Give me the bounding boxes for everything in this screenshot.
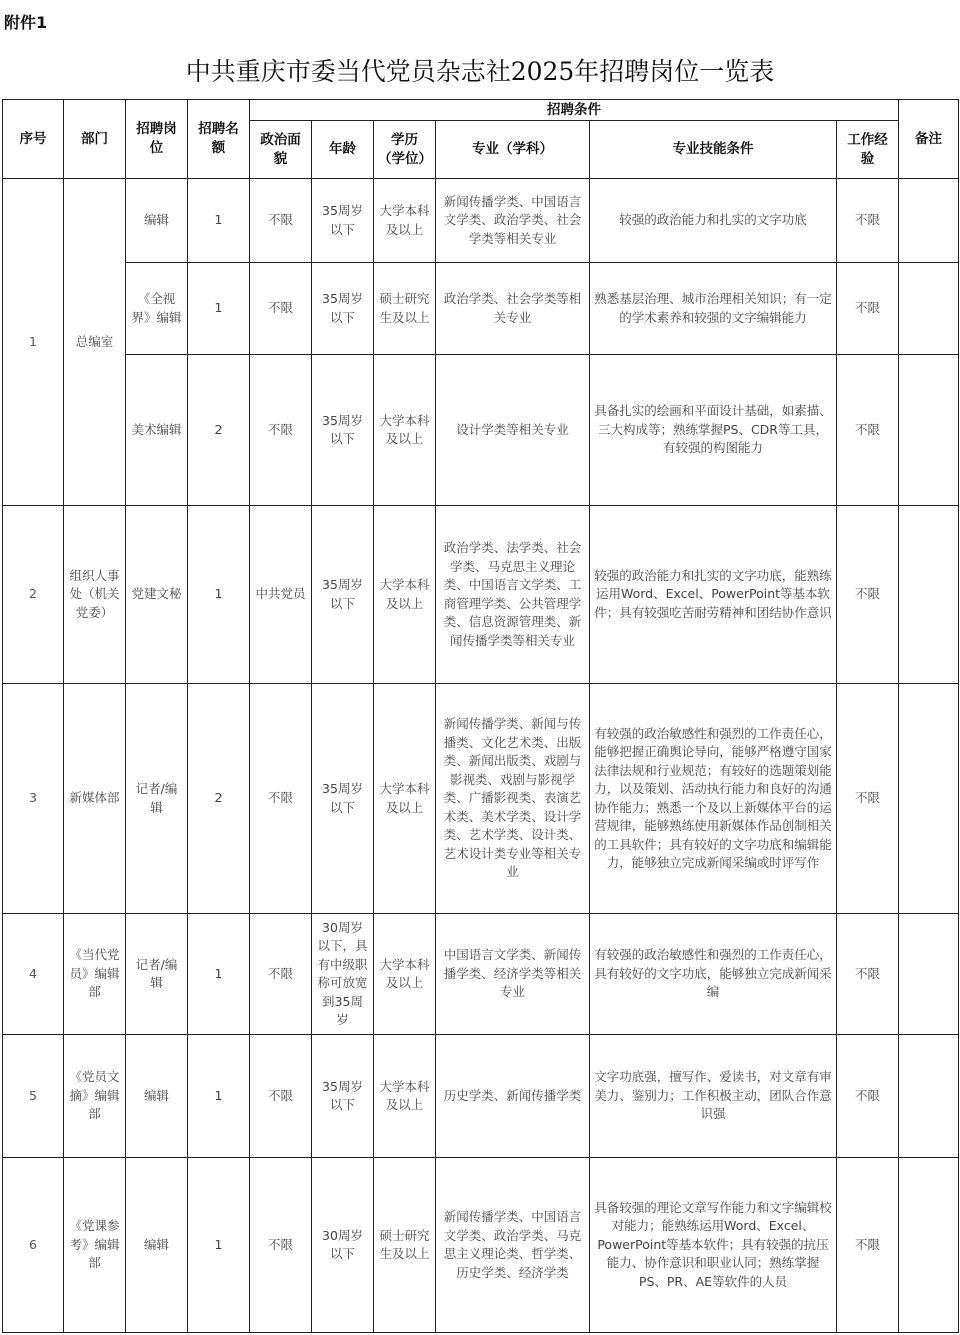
row-remarks [899, 914, 959, 1035]
row-major: 设计学类等相关专业 [436, 355, 590, 506]
row-count: 1 [188, 1035, 250, 1158]
row-remarks [899, 506, 959, 684]
row-remarks [899, 1035, 959, 1158]
row-age: 35周岁以下 [312, 355, 374, 506]
row-skills: 有较强的政治敏感性和强烈的工作责任心，具有较好的文字功底，能够独立完成新闻采编 [590, 914, 837, 1035]
row-education: 大学本科及以上 [374, 1035, 436, 1158]
row-education: 硕士研究生及以上 [374, 1158, 436, 1333]
row-count: 1 [188, 263, 250, 355]
row-skills: 具备扎实的绘画和平面设计基础，如素描、三大构成等；熟练掌握PS、CDR等工具，有较强的构图能力 [590, 355, 837, 506]
row-major: 新闻传播学类、中国语言文学类、政治学类、社会学类等相关专业 [436, 179, 590, 263]
row-age: 35周岁以下 [312, 179, 374, 263]
table-row [3, 263, 959, 355]
row-age: 35周岁以下 [312, 1035, 374, 1158]
row-major: 中国语言文学类、新闻传播学类、经济学类等相关专业 [436, 914, 590, 1035]
row-department: 《党课参考》编辑部 [64, 1158, 126, 1333]
row-department: 组织人事处（机关党委） [64, 506, 126, 684]
table-row [3, 1035, 959, 1158]
row-count: 1 [188, 179, 250, 263]
row-education: 大学本科及以上 [374, 506, 436, 684]
row-index: 3 [3, 684, 64, 914]
row-count: 1 [188, 1158, 250, 1333]
row-education: 大学本科及以上 [374, 179, 436, 263]
row-political: 中共党员 [250, 506, 312, 684]
row-political: 不限 [250, 684, 312, 914]
header-experience: 工作经验 [837, 121, 899, 179]
row-position: 《全视界》编辑 [126, 263, 188, 355]
row-index: 2 [3, 506, 64, 684]
row-political: 不限 [250, 263, 312, 355]
recruitment-table [2, 99, 959, 1333]
row-education: 大学本科及以上 [374, 914, 436, 1035]
row-political: 不限 [250, 914, 312, 1035]
row-count: 2 [188, 684, 250, 914]
row-political: 不限 [250, 179, 312, 263]
row-experience: 不限 [837, 355, 899, 506]
row-skills: 熟悉基层治理、城市治理相关知识；有一定的学术素养和较强的文字编辑能力 [590, 263, 837, 355]
header-department: 部门 [64, 100, 126, 179]
row-position: 编辑 [126, 1035, 188, 1158]
row-major: 政治学类、法学类、社会学类、马克思主义理论类、中国语言文学类、工商管理学类、公共管理学类、信息资源管理类、新闻传播学类等相关专业 [436, 506, 590, 684]
row-count: 2 [188, 355, 250, 506]
table-row [3, 914, 959, 1035]
row-remarks [899, 355, 959, 506]
row-index: 6 [3, 1158, 64, 1333]
row-department: 总编室 [64, 179, 126, 506]
row-experience: 不限 [837, 1158, 899, 1333]
row-experience: 不限 [837, 684, 899, 914]
row-education: 大学本科及以上 [374, 355, 436, 506]
row-remarks [899, 263, 959, 355]
row-count: 1 [188, 914, 250, 1035]
row-experience: 不限 [837, 1035, 899, 1158]
header-count: 招聘名额 [188, 100, 250, 179]
row-position: 美术编辑 [126, 355, 188, 506]
row-major: 历史学类、新闻传播学类 [436, 1035, 590, 1158]
row-major: 新闻传播学类、新闻与传播类、文化艺术类、出版类、新闻出版类、戏剧与影视类、戏剧与影视学类、广播影视类、表演艺术类、美术学类、设计学类、艺术学类、设计类、艺术设计类专业等相关专业 [436, 684, 590, 914]
row-political: 不限 [250, 1035, 312, 1158]
row-skills: 较强的政治能力和扎实的文字功底 [590, 179, 837, 263]
header-age: 年龄 [312, 121, 374, 179]
row-position: 编辑 [126, 1158, 188, 1333]
row-department: 新媒体部 [64, 684, 126, 914]
row-experience: 不限 [837, 263, 899, 355]
row-remarks [899, 179, 959, 263]
row-political: 不限 [250, 1158, 312, 1333]
header-education: 学历（学位） [374, 121, 436, 179]
row-department: 《当代党员》编辑部 [64, 914, 126, 1035]
header-major: 专业（学科） [436, 121, 590, 179]
row-education: 硕士研究生及以上 [374, 263, 436, 355]
row-department: 《党员文摘》编辑部 [64, 1035, 126, 1158]
row-index: 5 [3, 1035, 64, 1158]
row-remarks [899, 1158, 959, 1333]
header-skills: 专业技能条件 [590, 121, 837, 179]
row-position: 记者/编辑 [126, 914, 188, 1035]
row-count: 1 [188, 506, 250, 684]
row-index: 4 [3, 914, 64, 1035]
row-age: 35周岁以下 [312, 506, 374, 684]
row-education: 大学本科及以上 [374, 684, 436, 914]
row-political: 不限 [250, 355, 312, 506]
table-row [3, 355, 959, 506]
row-position: 党建文秘 [126, 506, 188, 684]
row-major: 新闻传播学类、中国语言文学类、政治学类、马克思主义理论类、哲学类、历史学类、经济学类 [436, 1158, 590, 1333]
table-row [3, 684, 959, 914]
row-major: 政治学类、社会学类等相关专业 [436, 263, 590, 355]
row-position: 记者/编辑 [126, 684, 188, 914]
row-skills: 较强的政治能力和扎实的文字功底，能熟练运用Word、Excel、PowerPoint等基本软件；具有较强吃苦耐劳精神和团结协作意识 [590, 506, 837, 684]
row-age: 35周岁以下 [312, 684, 374, 914]
row-remarks [899, 684, 959, 914]
row-skills: 有较强的政治敏感性和强烈的工作责任心，能够把握正确舆论导向，能够严格遵守国家法律法规和行业规范；有较好的选题策划能力，以及策划、活动执行能力和良好的沟通协作能力；熟悉一个及以上新媒体平台的运营规律，能够熟练使用新媒体作品创制相关的工具软件；具有较好的文字功底和编辑能力，能够独立完成新闻采编或时评写作 [590, 684, 837, 914]
row-index: 1 [3, 179, 64, 506]
table-row [3, 506, 959, 684]
row-age: 30周岁以下，具有中级职称可放宽到35周岁 [312, 914, 374, 1035]
attachment-label: 附件1 [4, 13, 48, 32]
header-position: 招聘岗位 [126, 100, 188, 179]
row-skills: 具备较强的理论文章写作能力和文字编辑校对能力；能熟练运用Word、Excel、PowerPoint等基本软件；具有较强的抗压能力、协作意识和职业认同；熟练掌握PS、PR、AE等软件的人员 [590, 1158, 837, 1333]
row-experience: 不限 [837, 914, 899, 1035]
header-remarks: 备注 [899, 100, 959, 179]
page-title: 中共重庆市委当代党员杂志社2025年招聘岗位一览表 [185, 57, 775, 86]
row-age: 30周岁以下 [312, 1158, 374, 1333]
header-index: 序号 [3, 100, 64, 179]
header-political: 政治面貌 [250, 121, 312, 179]
table-row [3, 179, 959, 263]
header-conditions: 招聘条件 [250, 100, 899, 121]
row-position: 编辑 [126, 179, 188, 263]
table-row [3, 1158, 959, 1333]
row-skills: 文字功底强，擅写作、爱读书，对文章有审美力、鉴别力；工作积极主动，团队合作意识强 [590, 1035, 837, 1158]
row-experience: 不限 [837, 179, 899, 263]
row-experience: 不限 [837, 506, 899, 684]
row-age: 35周岁以下 [312, 263, 374, 355]
